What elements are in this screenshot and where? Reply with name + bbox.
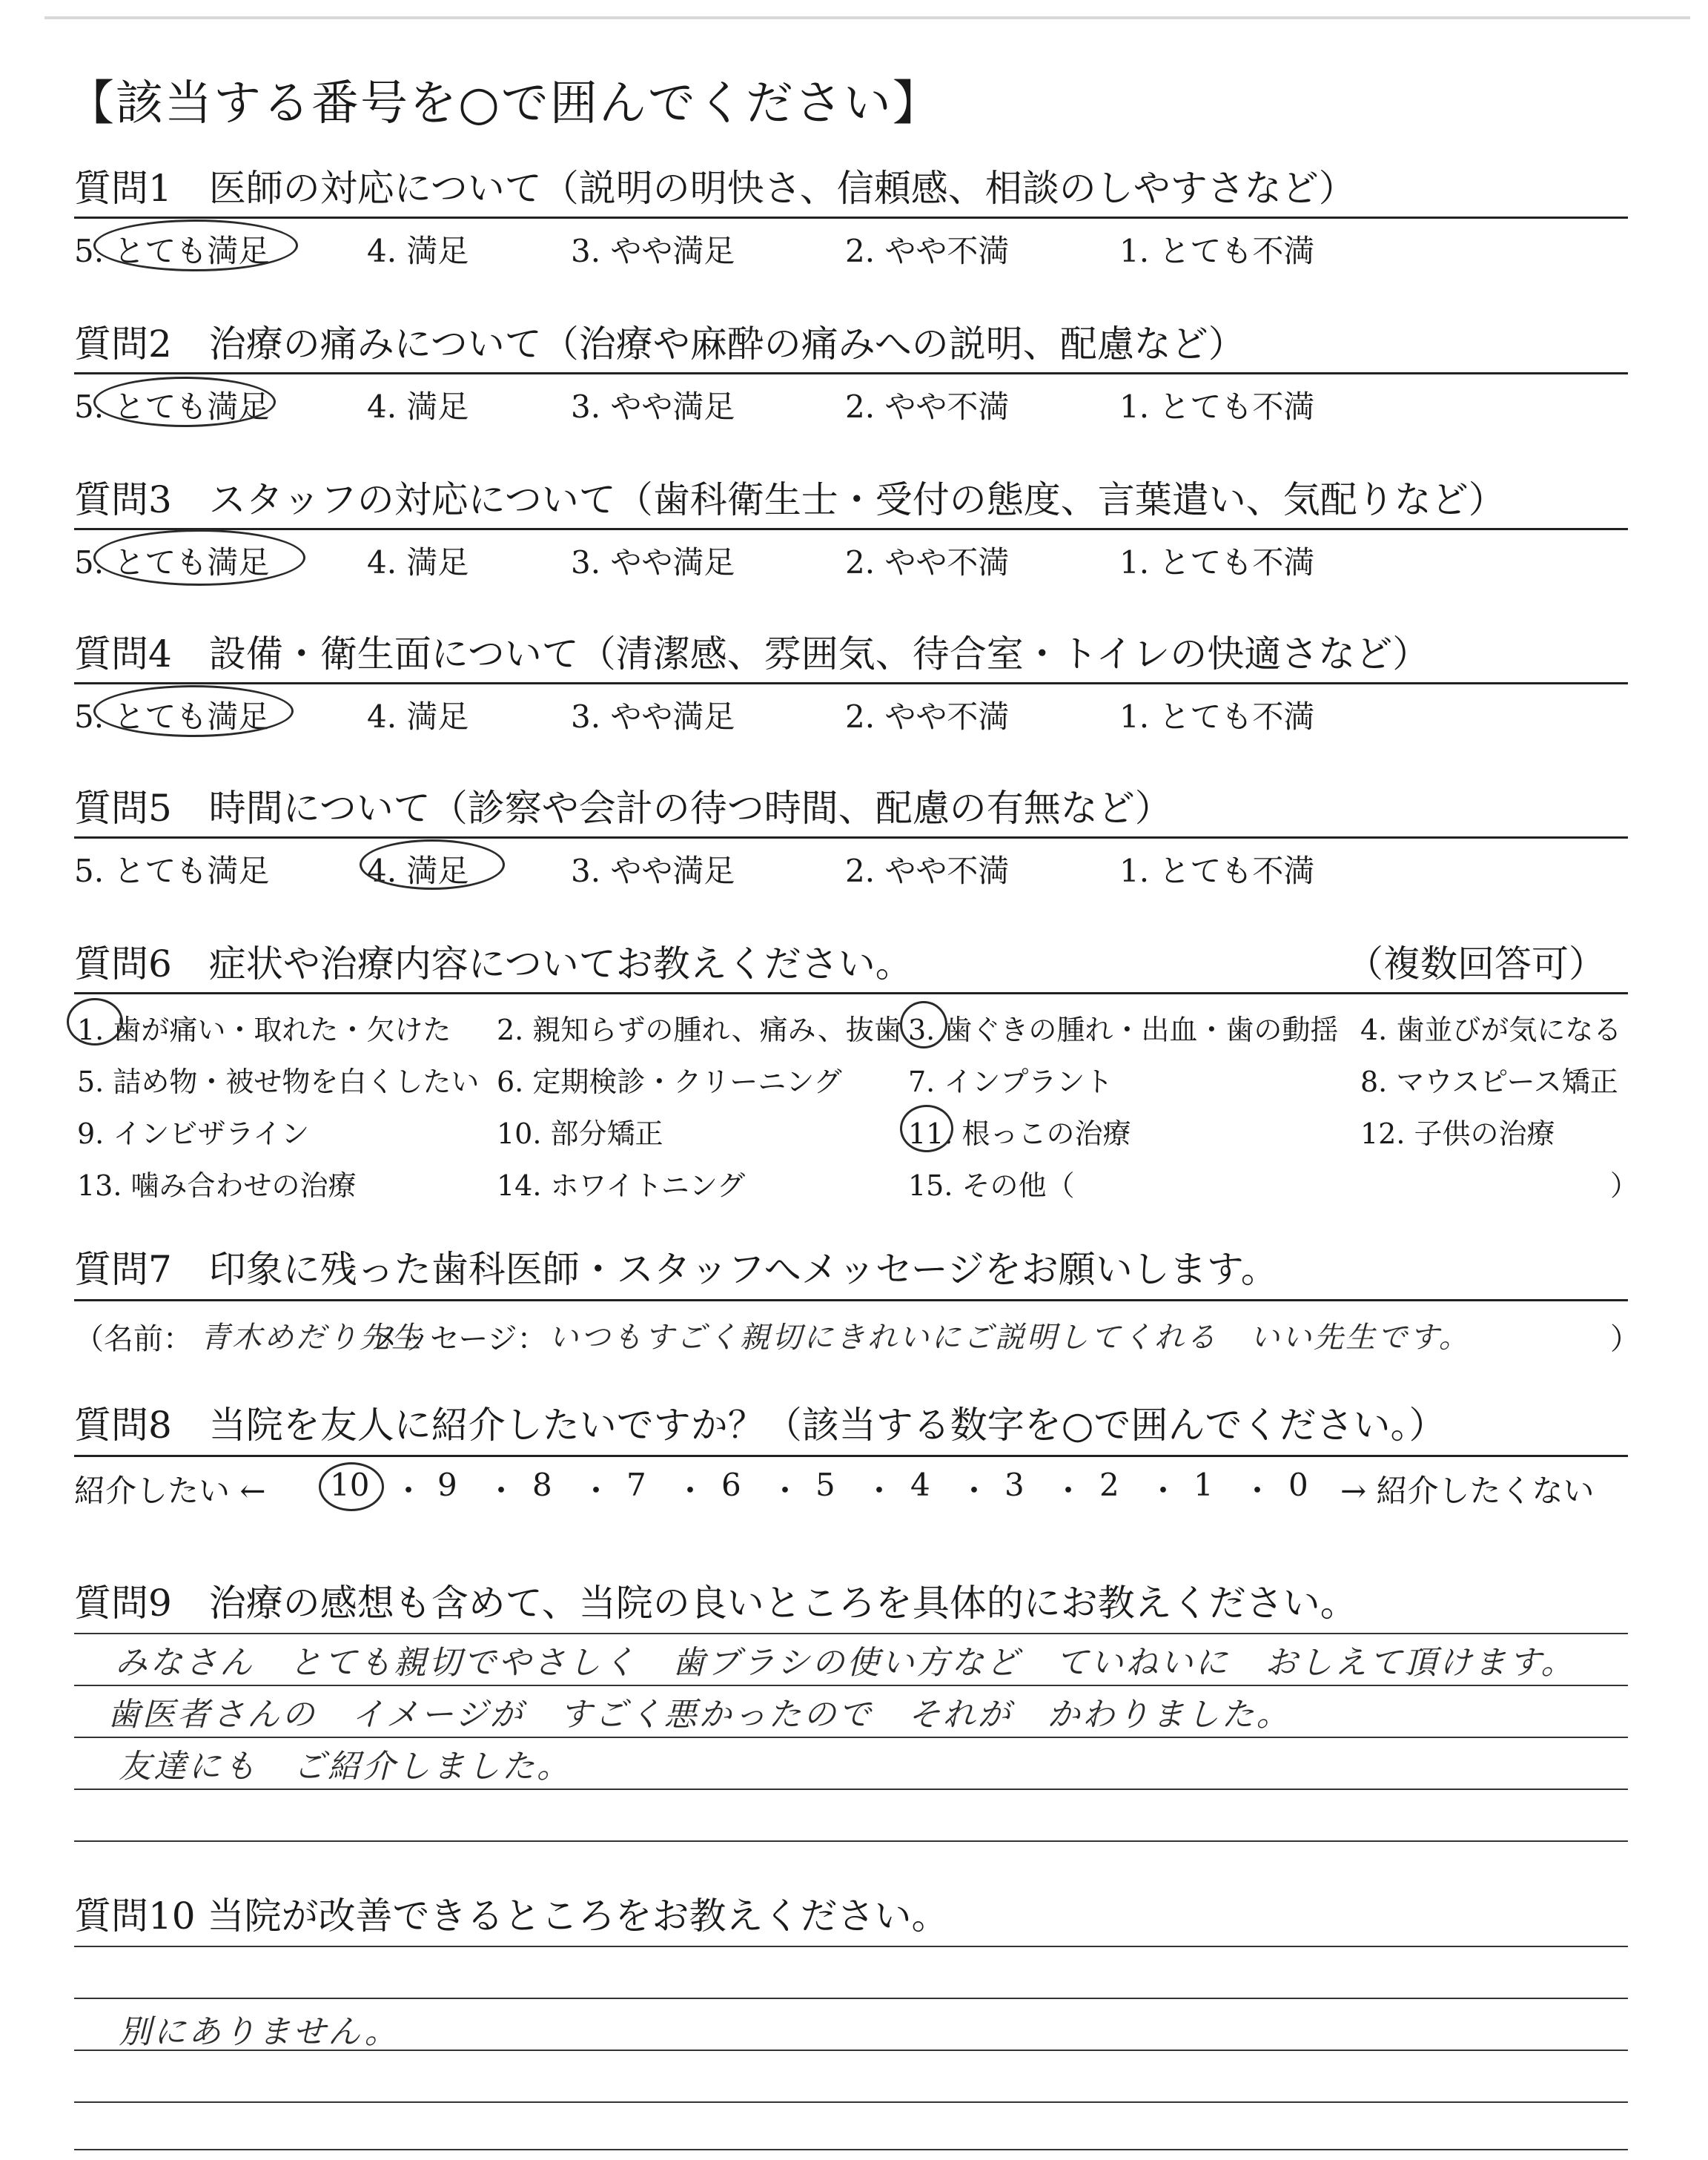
q8-left-label: 紹介したい ← (74, 1473, 266, 1509)
q8-option-4[interactable]: 4 (910, 1467, 930, 1503)
q5-option-1[interactable]: 1. とても不満 (1119, 853, 1315, 889)
question-8-scale: 紹介したい ← 10 ・ 9 ・ 8 ・ 7 ・ 6 ・ 5 ・ 4 ・ 3 ・ 2 ・ 1 ・ 0 → 紹介したくない (74, 1467, 1628, 1511)
question-6-rule (74, 992, 1628, 994)
question-5-options (74, 847, 1628, 891)
q1-option-5[interactable]: 5. とても満足 (74, 233, 270, 269)
q4-option-3[interactable]: 3. やや満足 (571, 698, 735, 735)
q1-option-3[interactable]: 3. やや満足 (571, 233, 735, 269)
q2-option-5[interactable]: 5. とても満足 (74, 389, 270, 425)
q10-rule-5 (74, 2149, 1628, 2150)
question-9-title: 質問9 治療の感想も含めて、当院の良いところを具体的にお教えください。 (74, 1582, 1357, 1625)
q6-option-14[interactable]: 14. ホワイトニング (497, 1169, 746, 1202)
question-5-rule (74, 836, 1628, 839)
q8-option-9[interactable]: 9 (437, 1467, 457, 1503)
question-3-options (74, 538, 1628, 583)
q5-option-4[interactable]: 4. 満足 (367, 853, 469, 889)
question-7-rule (74, 1299, 1628, 1301)
q6-option-13[interactable]: 13. 噛み合わせの治療 (77, 1169, 357, 1202)
q6-option-7[interactable]: 7. インプラント (908, 1066, 1113, 1098)
q1-option-4[interactable]: 4. 満足 (367, 233, 469, 269)
q3-option-4[interactable]: 4. 満足 (367, 544, 469, 581)
q8-option-3[interactable]: 3 (1004, 1467, 1025, 1503)
q10-rule-2 (74, 1998, 1628, 1999)
q9-answer-line-1[interactable]: みなさん とても親切でやさしく 歯ブラシの使い方など ていねいに おしえて頂けます。 (115, 1644, 1576, 1682)
question-4-rule (74, 682, 1628, 684)
question-3-title: 質問3 スタッフの対応について（歯科衛生士・受付の態度、言葉遣い、気配りなど） (74, 478, 1506, 521)
q5-option-5[interactable]: 5. とても満足 (74, 853, 270, 889)
q6-option-3[interactable]: 3. 歯ぐきの腫れ・出血・歯の動揺 (908, 1014, 1339, 1046)
question-4 (74, 630, 1628, 735)
q6-option-15[interactable]: 15. その他（ (908, 1169, 1075, 1202)
question-7-title: 質問7 印象に残った歯科医師・スタッフへメッセージをお願いします。 (74, 1248, 1278, 1291)
q2-option-3[interactable]: 3. やや満足 (571, 389, 735, 425)
q4-option-5[interactable]: 5. とても満足 (74, 698, 270, 735)
question-1-rule (74, 217, 1628, 219)
q7-message-label: メッセージ： (371, 1322, 547, 1356)
question-4-title: 質問4 設備・衛生面について（清潔感、雰囲気、待合室・トイレの快適さなど） (74, 633, 1430, 676)
page-title: 【該当する番号を○で囲んでください】 (67, 76, 941, 131)
q3-option-2[interactable]: 2. やや不満 (845, 544, 1010, 581)
page-top-edge (44, 16, 1690, 19)
question-10-title: 質問10 当院が改善できるところをお教えください。 (74, 1895, 949, 1938)
q9-rule-5 (74, 1840, 1628, 1842)
q6-option-4[interactable]: 4. 歯並びが気になる (1360, 1014, 1622, 1046)
q8-option-8[interactable]: 8 (532, 1467, 552, 1503)
q8-right-label: → 紹介したくない (1340, 1473, 1595, 1509)
question-2 (74, 320, 1628, 425)
question-9 (74, 1579, 1628, 1786)
q3-option-5[interactable]: 5. とても満足 (74, 544, 270, 581)
question-7 (74, 1246, 1640, 1356)
q6-option-11[interactable]: 11. 根っこの治療 (908, 1117, 1131, 1150)
q10-answer-line-1[interactable]: 別にありません。 (119, 2013, 400, 2051)
q4-option-2[interactable]: 2. やや不満 (845, 698, 1010, 735)
q9-answer-line-3[interactable]: 友達にも ご紹介しました。 (119, 1748, 572, 1786)
q8-option-7[interactable]: 7 (626, 1467, 646, 1503)
q8-option-5[interactable]: 5 (815, 1467, 835, 1503)
question-2-rule (74, 372, 1628, 374)
q8-option-1[interactable]: 1 (1194, 1467, 1214, 1503)
q7-name-label: （名前： (74, 1322, 193, 1356)
question-10 (74, 1892, 1628, 2051)
q2-option-4[interactable]: 4. 満足 (367, 389, 469, 425)
q10-rule-4 (74, 2101, 1628, 2103)
q7-close-paren: ） (1610, 1322, 1640, 1356)
q7-name-value[interactable]: 青木めだり先生 (200, 1321, 423, 1355)
q3-option-3[interactable]: 3. やや満足 (571, 544, 735, 581)
q8-option-0[interactable]: 0 (1288, 1467, 1308, 1503)
question-1 (74, 165, 1628, 269)
q6-option-6[interactable]: 6. 定期検診・クリーニング (497, 1066, 842, 1098)
q2-option-2[interactable]: 2. やや不満 (845, 389, 1010, 425)
q6-option-2[interactable]: 2. 親知らずの腫れ、痛み、抜歯 (497, 1014, 902, 1046)
question-4-options (74, 693, 1628, 737)
q6-option-8[interactable]: 8. マウスピース矯正 (1360, 1066, 1618, 1098)
q7-message-value[interactable]: いつもすごく親切にきれいにご説明してくれる いい先生です。 (549, 1321, 1471, 1355)
question-2-title: 質問2 治療の痛みについて（治療や麻酔の痛みへの説明、配慮など） (74, 323, 1245, 366)
question-6-title (74, 940, 1628, 988)
q1-option-1[interactable]: 1. とても不満 (1119, 233, 1315, 269)
question-6 (74, 940, 1639, 1202)
question-8-title: 質問8 当院を友人に紹介したいですか？（該当する数字を○で囲んでください。） (74, 1404, 1446, 1447)
q9-answer-line-2[interactable]: 歯医者さんの イメージが すごく悪かったので それが かわりました。 (107, 1696, 1291, 1734)
q6-option-12[interactable]: 12. 子供の治療 (1360, 1117, 1555, 1150)
q4-option-1[interactable]: 1. とても不満 (1119, 698, 1315, 735)
question-1-options (74, 227, 1628, 271)
q9-rule-3 (74, 1737, 1628, 1738)
question-7-answer-row (74, 1312, 1640, 1360)
question-8-rule (74, 1455, 1628, 1457)
q10-rule-1 (74, 1946, 1628, 1947)
q8-option-10[interactable]: 10 (330, 1467, 370, 1503)
question-8 (74, 1401, 1628, 1509)
q6-option-1[interactable]: 1. 歯が痛い・取れた・欠けた (77, 1014, 451, 1046)
q4-option-4[interactable]: 4. 満足 (367, 698, 469, 735)
question-3-rule (74, 528, 1628, 530)
q5-option-2[interactable]: 2. やや不満 (845, 853, 1010, 889)
q9-rule-1 (74, 1633, 1628, 1634)
q3-option-1[interactable]: 1. とても不満 (1119, 544, 1315, 581)
q6-option-10[interactable]: 10. 部分矯正 (497, 1117, 663, 1150)
q1-option-2[interactable]: 2. やや不満 (845, 233, 1010, 269)
question-5 (74, 785, 1628, 889)
q8-option-2[interactable]: 2 (1099, 1467, 1119, 1503)
q8-option-6[interactable]: 6 (721, 1467, 741, 1503)
question-6-note: （複数回答可） (1346, 942, 1606, 985)
q6-option-9[interactable]: 9. インビザライン (77, 1117, 310, 1150)
question-1-title: 質問1 医師の対応について（説明の明快さ、信頼感、相談のしやすさなど） (74, 167, 1356, 210)
question-2-options (74, 383, 1628, 427)
q6-option-15-close: ） (1610, 1169, 1639, 1202)
q2-option-1[interactable]: 1. とても不満 (1119, 389, 1315, 425)
question-3 (74, 476, 1628, 581)
q5-option-3[interactable]: 3. やや満足 (571, 853, 735, 889)
question-5-title: 質問5 時間について（診察や会計の待つ時間、配慮の有無など） (74, 787, 1172, 830)
question-6-title-text: 質問6 症状や治療内容についてお教えください。 (74, 942, 913, 985)
q9-rule-2 (74, 1685, 1628, 1686)
q9-rule-4 (74, 1789, 1628, 1790)
q6-option-5[interactable]: 5. 詰め物・被せ物を白くしたい (77, 1066, 480, 1098)
